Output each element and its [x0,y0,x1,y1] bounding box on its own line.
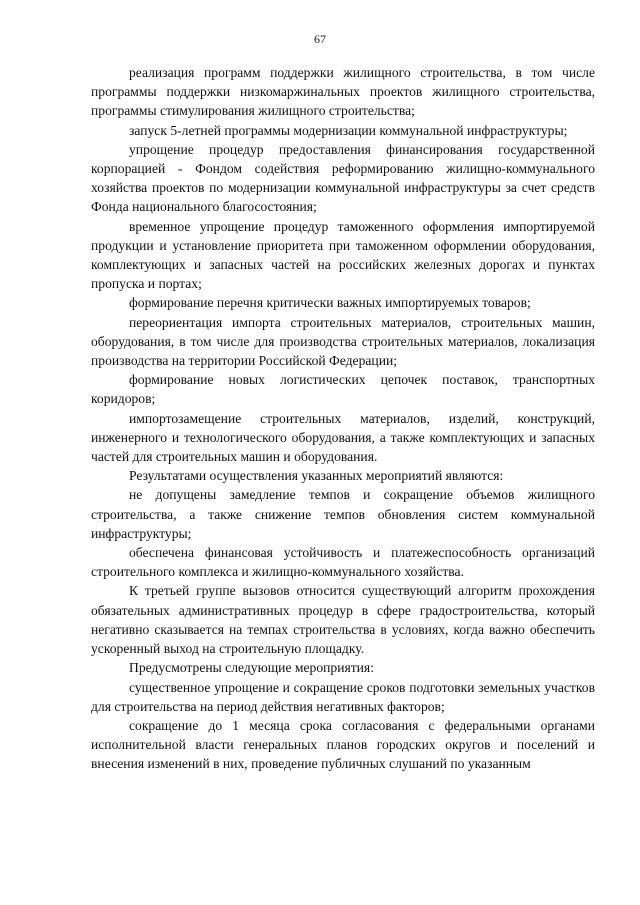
paragraph: сокращение до 1 месяца срока согласования с федеральными органами исполнительной власти генеральных планов городских округов и поселений и внесения изменений в них, проведение публичных слушаний по указанным [91,717,595,772]
paragraph: запуск 5-летней программы модернизации коммунальной инфраструктуры; [129,122,568,138]
paragraph: Предусмотрены следующие мероприятия: [129,660,374,676]
paragraph: упрощение процедур предоставления финансирования государственной корпорацией - Фондом содействия реформированию жилищно-коммунального хозяйства проектов по модернизации коммунальной инфраструктуры за счет средств Фонда национального благосостояния; [91,141,595,215]
paragraph: К третьей группе вызовов относится существующий алгоритм прохождения обязательных административных процедур в сфере градостроительства, который негативно сказывается на темпах строительства в условиях, когда важно обеспечить ускоренный выход на строительную площадку. [91,583,595,657]
paragraph: обеспечена финансовая устойчивость и платежеспособность организаций строительного комплекса и жилищно-коммунального хозяйства. [91,545,595,580]
body-text [91,63,595,774]
paragraph: переориентация импорта строительных материалов, строительных машин, оборудования, в том числе для производства строительных материалов, локализация производства на территории Российской Федерации; [91,314,595,369]
paragraph: существенное упрощение и сокращение сроков подготовки земельных участков для строительства на период действия негативных факторов; [91,679,595,714]
paragraph: формирование перечня критически важных импортируемых товаров; [129,295,531,311]
paragraph: не допущены замедление темпов и сокращение объемов жилищного строительства, а также снижение темпов обновления систем коммунальной инфраструктуры; [91,487,595,541]
paragraph: Результатами осуществления указанных мероприятий являются: [129,468,504,484]
paragraph: импортозамещение строительных материалов, изделий, конструкций, инженерного и технологического оборудования, а также комплектующих и запасных частей для строительных машин и оборудования. [91,410,595,465]
paragraph: формирование новых логистических цепочек поставок, транспортных коридоров; [91,372,595,407]
page-number: 67 [314,32,326,46]
paragraph: реализация программ поддержки жилищного строительства, в том числе программы поддержки низкомаржинальных проектов жилищного строительства, программы стимулирования жилищного строительства; [91,65,595,119]
paragraph: временное упрощение процедур таможенного оформления импортируемой продукции и установление приоритета при таможенном оформлении оборудования, комплектующих и запасных частей на российских железных дорогах и пунктах пропуска и портах; [91,218,595,292]
